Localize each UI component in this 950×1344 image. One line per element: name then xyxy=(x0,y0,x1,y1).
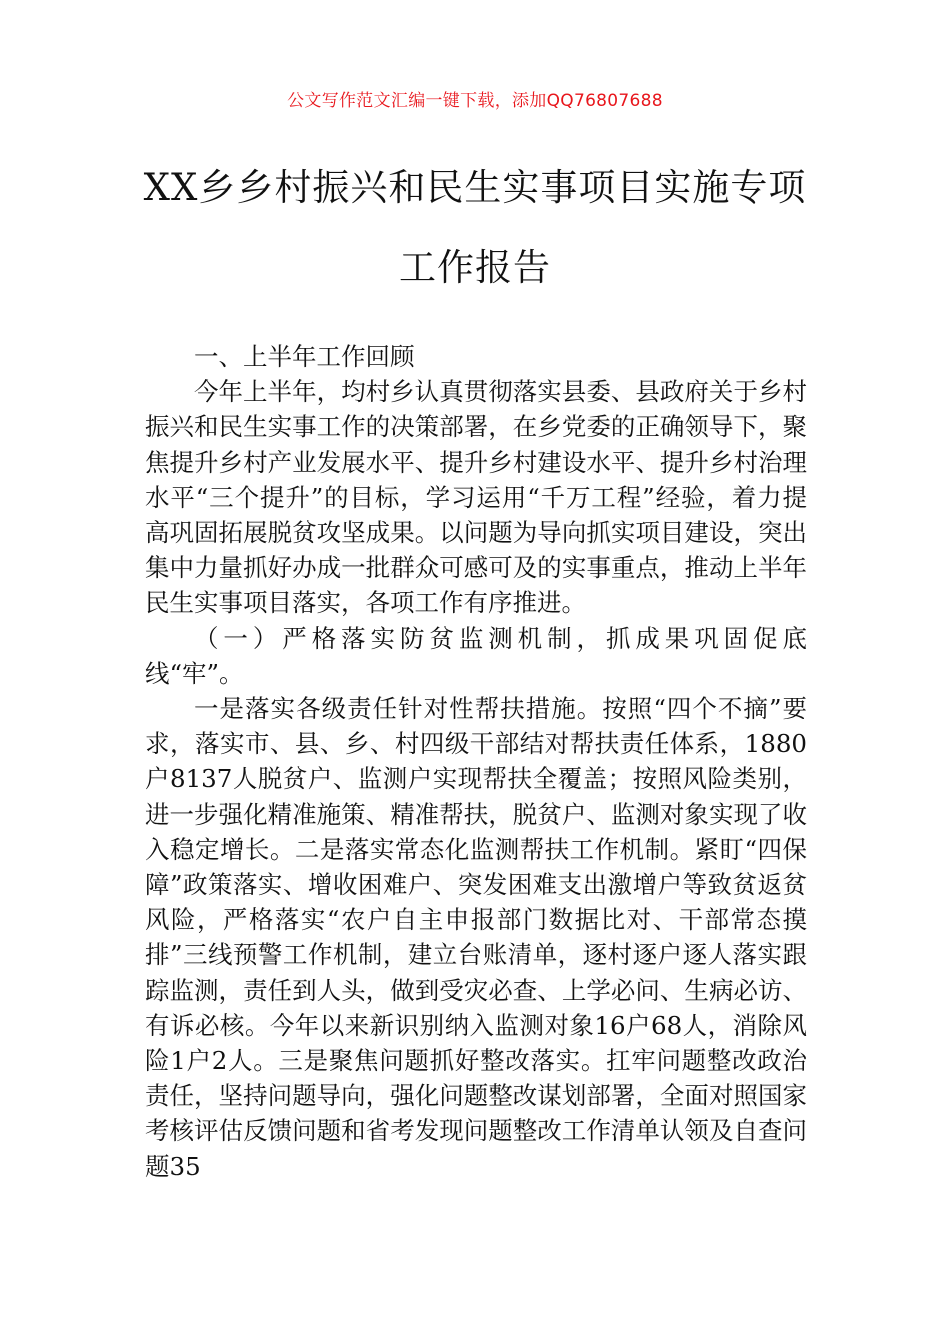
document-title: XX乡乡村振兴和民生实事项目实施专项工作报告 xyxy=(143,166,807,289)
download-promo-note: 公文写作范文汇编一键下载，添加QQ76807688 xyxy=(287,91,663,111)
section-heading: 一、上半年工作回顾 xyxy=(194,342,415,371)
body-paragraph: 一是落实各级责任针对性帮扶措施。按照“四个不摘”要求，落实市、县、乡、村四级干部结对帮扶责任体系，1880户8137人脱贫户、监测户实现帮扶全覆盖；按照风险类别，进一步强化精准施策、精准帮扶，脱贫户、监测对象实现了收入稳定增长。二是落实常态化监测帮扶工作机制。紧盯“四保障”政策落实、增收困难户、突发困难支出激增户等致贫返贫风险，严格落实“农户自主申报部门数据比对、干部常态摸排”三线预警工作机制，建立台账清单，逐村逐户逐人落实跟踪监测，责任到人头，做到受灾必查、上学必问、生病必访、有诉必核。今年以来新识别纳入监测对象16户68人，消除风险1户2人。三是聚焦问题抓好整改落实。扛牢问题整改政治责任，坚持问题导向，强化问题整改谋划部署，全面对照国家考核评估反馈问题和省考发现问题整改工作清单认领及自查问题35 xyxy=(145,694,807,1181)
document-body xyxy=(145,339,807,1184)
subsection-heading: （一）严格落实防贫监测机制，抓成果巩固促底线“牢”。 xyxy=(145,623,807,688)
body-paragraph: 今年上半年，均村乡认真贯彻落实县委、县政府关于乡村振兴和民生实事工作的决策部署，在乡党委的正确领导下，聚焦提升乡村产业发展水平、提升乡村建设水平、提升乡村治理水平“三个提升”的目标，学习运用“千万工程”经验，着力提高巩固拓展脱贫攻坚成果。以问题为导向抓实项目建设，突出集中力量抓好办成一批群众可感可及的实事重点，推动上半年民生实事项目落实，各项工作有序推进。 xyxy=(145,377,807,618)
